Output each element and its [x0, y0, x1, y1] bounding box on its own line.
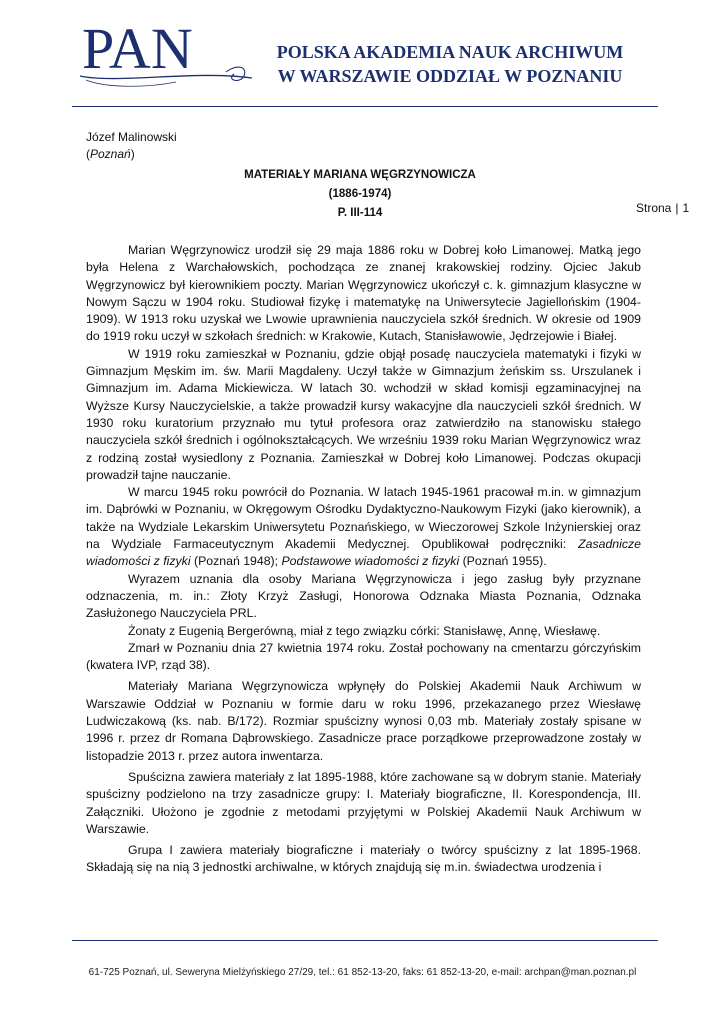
pan-logo: [76, 14, 256, 94]
paragraph: Marian Węgrzynowicz urodził się 29 maja 1886 roku w Dobrej koło Limanowej. Matką jego była Helena z Warchałowskich, pochodząca ze znanej krakowskiej rodziny. Ojciec Jakub Węgrzynowicz był kierownikiem poczty. Marian Węgrzynowicz ukończył c. k. gimnazjum klasyczne w Nowym Sączu w 1904 roku. Studiował fizykę i matematykę na Uniwersytecie Jagiellońskim (1904-1909). W 1913 roku uzyskał we Lwowie uprawnienia nauczyciela szkół średnich. W okresie od 1909 do 1919 roku uczył w szkołach średnich: w Krakowie, Kutach, Stanisławowie, Jędrzejowie i Białej.: [86, 243, 641, 344]
paragraph: [86, 484, 641, 570]
header-divider: [72, 106, 658, 107]
page-number-label: Strona: [636, 201, 672, 215]
footer-address: 61-725 Poznań, ul. Seweryna Mielżyńskiego 27/29, tel.: 61 852-13-20, faks: 61 852-13-20, e-mail: archpan@man.poznan.pl: [88, 967, 637, 978]
page-number-value: 1: [682, 201, 690, 215]
book-title: Podstawowe wiadomości z fizyki: [281, 554, 460, 569]
pan-logo-graphic: [76, 14, 256, 94]
paragraph: Materiały Mariana Węgrzynowicza wpłynęły do Polskiej Akademii Nauk Archiwum w Warszawie Oddział w Poznaniu w formie daru w roku 1996, przekazanego przez Wiesławę Ludwiczakową (ks. nab. B/172). Rozmiar spuścizny wynosi 0,03 mb. Materiały zostały spisane w 1996 r. przez dr Romana Dąbrowskiego. Zasadnicze prace porządkowe przeprowadzone zostały w listopadzie 2013 r. przez autora inwentarza.: [86, 679, 641, 763]
author-block: [86, 129, 177, 163]
author-name: Józef Malinowski: [86, 130, 177, 144]
book-title: Zasadnicze wiadomości z fizyki: [86, 537, 641, 569]
paragraph: W 1919 roku zamieszkał w Poznaniu, gdzie objął posadę nauczyciela matematyki i fizyki w Gimnazjum Męskim im. św. Marii Magdaleny. Uczył także w Gimnazjum żeńskim ss. Urszulanek i Gimnazjum im. Adama Mickiewicza. W latach 30. wchodził w skład komisji egzaminacyjnej na Wyższe Kursy Nauczycielskie, a także prowadził kursy wakacyjne dla nauczycieli szkół średnich. W 1930 roku kuratorium przyznało mu tytuł profesora oraz zatwierdziło na stanowisku stałego nauczyciela szkół średnich i ogólnokształcących. We wrześniu 1939 roku Marian Węgrzynowicz wraz z rodziną został wysiedlony z Poznania. Zamieszkał w Dobrej koło Limanowej. Podczas okupacji prowadził tajne nauczanie.: [86, 346, 641, 482]
title-line-2: (1886-1974): [328, 188, 392, 200]
institution-name: [250, 40, 650, 88]
paragraph: Spuścizna zawiera materiały z lat 1895-1988, które zachowane są w dobrym stanie. Materiały spuścizny podzielono na trzy zasadnicze grupy: I. Materiały biograficzne, II. Korespondencja, III. Załączniki. Ułożono je zgodnie z metodami przyjętymi w Polskiej Akademii Nauk Archiwum w Warszawie.: [86, 769, 641, 836]
paragraph-text: W marcu 1945 roku powrócił do Poznania. W latach 1945-1961 pracował m.in. w gimnazjum im. Dąbrówki w Poznaniu, w Okręgowym Ośrodku Dydaktyczno-Naukowym Fizyki (jako kierownik), a także na Wydziale Lekarskim Uniwersytetu Poznańskiego, w Wieczorowej Szkole Inżynierskiej oraz na Wydziale Farmaceutycznym Akademii Medycznej. Opublikował podręczniki:: [86, 485, 641, 552]
author-place: (Poznań): [86, 147, 135, 161]
page-number-separator: |: [675, 201, 679, 215]
document-title: [160, 166, 560, 223]
footer-divider: [72, 940, 658, 941]
title-line-1: MATERIAŁY MARIANA WĘGRZYNOWICZA: [244, 169, 476, 181]
institution-line-2: W WARSZAWIE ODDZIAŁ W POZNANIU: [277, 66, 623, 86]
paragraph-text: (Poznań 1948);: [190, 554, 282, 569]
paragraph: Grupa I zawiera materiały biograficzne i materiały o twórcy spuścizny z lat 1895-1968. Składają się na nią 3 jednostki archiwalne, w których znajdują się m.in. świadectwa urodzenia i: [86, 843, 641, 875]
title-line-3: P. III-114: [337, 207, 383, 219]
document-body: [86, 242, 641, 877]
institution-line-1: POLSKA AKADEMIA NAUK ARCHIWUM: [276, 42, 624, 62]
paragraph-text: (Poznań 1955).: [459, 554, 547, 569]
logo-text: PAN: [82, 16, 193, 81]
page-number: [636, 201, 689, 215]
paragraph: Wyrazem uznania dla osoby Mariana Węgrzynowicza i jego zasług były przyznane odznaczenia, m. in.: Złoty Krzyż Zasługi, Honorowa Odznaka Miasta Poznania, Odznaka Zasłużonego Nauczyciela PRL.: [86, 571, 641, 621]
paragraph: Zmarł w Poznaniu dnia 27 kwietnia 1974 roku. Został pochowany na cmentarzu górczyńskim (kwatera IVP, rząd 38).: [86, 640, 641, 673]
paragraph: Żonaty z Eugenią Bergerówną, miał z tego związku córki: Stanisławę, Annę, Wiesławę.: [128, 623, 601, 638]
author-place-name: Poznań: [90, 147, 131, 161]
